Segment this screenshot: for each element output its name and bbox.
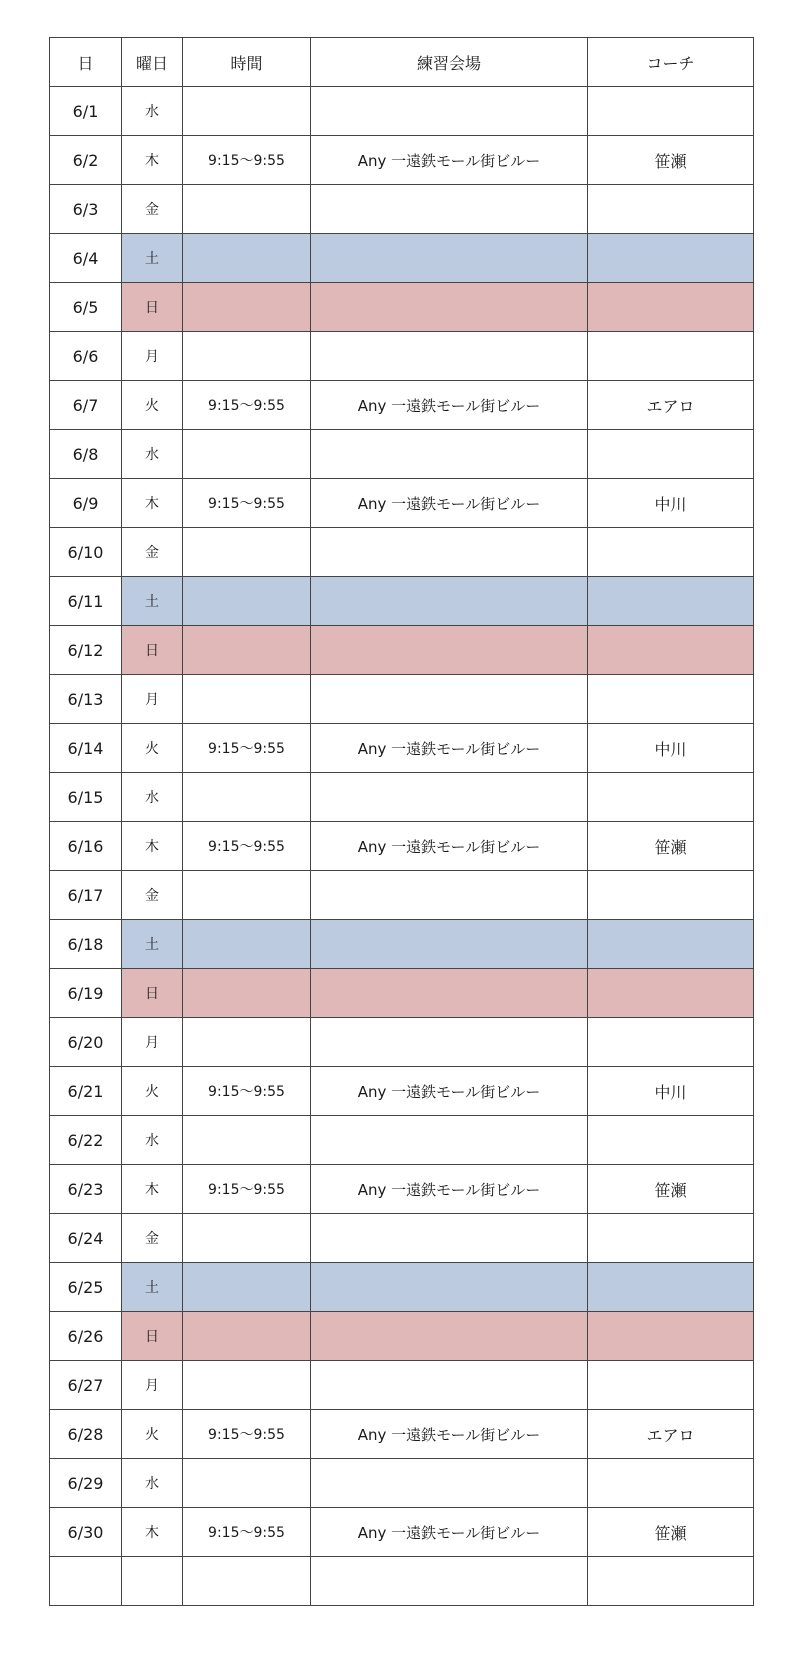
weekday-cell: 火: [122, 381, 183, 430]
coach-cell: [588, 871, 754, 920]
coach-cell: [588, 185, 754, 234]
date-cell: 6/1: [50, 87, 122, 136]
date-cell: 6/26: [50, 1312, 122, 1361]
table-row: [50, 283, 754, 332]
time-cell: 9:15〜9:55: [183, 822, 311, 871]
table-row: [50, 724, 754, 773]
table-row: [50, 871, 754, 920]
date-cell: 6/19: [50, 969, 122, 1018]
time-cell: [183, 185, 311, 234]
date-cell: 6/30: [50, 1508, 122, 1557]
time-cell: [183, 1361, 311, 1410]
date-cell: 6/17: [50, 871, 122, 920]
table-row: [50, 1214, 754, 1263]
venue-cell: [311, 1361, 588, 1410]
weekday-cell: 金: [122, 528, 183, 577]
venue-cell: [311, 1312, 588, 1361]
venue-cell: Any 一遠鉄モール街ビルー: [311, 1410, 588, 1459]
table-row: [50, 528, 754, 577]
table-row: [50, 626, 754, 675]
table-row: [50, 675, 754, 724]
weekday-cell: 金: [122, 871, 183, 920]
venue-cell: [311, 1214, 588, 1263]
weekday-cell: 日: [122, 1312, 183, 1361]
coach-cell: エアロ: [588, 1410, 754, 1459]
table-row: [50, 773, 754, 822]
date-cell: 6/3: [50, 185, 122, 234]
coach-cell: 中川: [588, 724, 754, 773]
venue-cell: Any 一遠鉄モール街ビルー: [311, 1165, 588, 1214]
date-cell: 6/9: [50, 479, 122, 528]
coach-cell: [588, 1214, 754, 1263]
coach-cell: [588, 1263, 754, 1312]
table-row: [50, 969, 754, 1018]
header-coach: コーチ: [588, 38, 754, 87]
date-cell: 6/2: [50, 136, 122, 185]
time-cell: [183, 871, 311, 920]
table-row: [50, 1508, 754, 1557]
coach-cell: [588, 773, 754, 822]
coach-cell: [588, 1557, 754, 1606]
table-row: [50, 1067, 754, 1116]
venue-cell: [311, 1263, 588, 1312]
coach-cell: [588, 920, 754, 969]
time-cell: [183, 920, 311, 969]
coach-cell: 中川: [588, 1067, 754, 1116]
venue-cell: [311, 528, 588, 577]
weekday-cell: 金: [122, 185, 183, 234]
venue-cell: Any 一遠鉄モール街ビルー: [311, 381, 588, 430]
weekday-cell: 月: [122, 332, 183, 381]
date-cell: 6/8: [50, 430, 122, 479]
coach-cell: [588, 1459, 754, 1508]
date-cell: 6/4: [50, 234, 122, 283]
date-cell: 6/14: [50, 724, 122, 773]
weekday-cell: 火: [122, 724, 183, 773]
date-cell: 6/6: [50, 332, 122, 381]
venue-cell: [311, 87, 588, 136]
time-cell: 9:15〜9:55: [183, 1410, 311, 1459]
time-cell: 9:15〜9:55: [183, 479, 311, 528]
date-cell: 6/20: [50, 1018, 122, 1067]
practice-schedule-table: [49, 37, 754, 1606]
time-cell: [183, 332, 311, 381]
table-row: [50, 185, 754, 234]
date-cell: 6/5: [50, 283, 122, 332]
date-cell: 6/23: [50, 1165, 122, 1214]
time-cell: [183, 773, 311, 822]
date-cell: 6/11: [50, 577, 122, 626]
table-row: [50, 430, 754, 479]
time-cell: [183, 528, 311, 577]
weekday-cell: 土: [122, 234, 183, 283]
table-row: [50, 381, 754, 430]
weekday-cell: 月: [122, 1361, 183, 1410]
time-cell: 9:15〜9:55: [183, 136, 311, 185]
date-cell: 6/29: [50, 1459, 122, 1508]
coach-cell: [588, 626, 754, 675]
weekday-cell: 水: [122, 87, 183, 136]
coach-cell: [588, 283, 754, 332]
time-cell: [183, 87, 311, 136]
header-venue: 練習会場: [311, 38, 588, 87]
weekday-cell: 日: [122, 969, 183, 1018]
venue-cell: [311, 234, 588, 283]
table-row: [50, 1116, 754, 1165]
venue-cell: [311, 1459, 588, 1508]
time-cell: 9:15〜9:55: [183, 1508, 311, 1557]
weekday-cell: 木: [122, 136, 183, 185]
coach-cell: 笹瀬: [588, 1165, 754, 1214]
time-cell: 9:15〜9:55: [183, 1067, 311, 1116]
venue-cell: Any 一遠鉄モール街ビルー: [311, 479, 588, 528]
coach-cell: [588, 1361, 754, 1410]
date-cell: 6/27: [50, 1361, 122, 1410]
venue-cell: [311, 283, 588, 332]
weekday-cell: 水: [122, 1459, 183, 1508]
coach-cell: [588, 1018, 754, 1067]
venue-cell: [311, 626, 588, 675]
table-row: [50, 1018, 754, 1067]
time-cell: [183, 1459, 311, 1508]
header-weekday: 曜日: [122, 38, 183, 87]
time-cell: 9:15〜9:55: [183, 381, 311, 430]
coach-cell: 中川: [588, 479, 754, 528]
weekday-cell: 火: [122, 1410, 183, 1459]
weekday-cell: 水: [122, 773, 183, 822]
table-row: [50, 577, 754, 626]
time-cell: [183, 1116, 311, 1165]
weekday-cell: 金: [122, 1214, 183, 1263]
date-cell: [50, 1557, 122, 1606]
table-row: [50, 136, 754, 185]
time-cell: 9:15〜9:55: [183, 724, 311, 773]
time-cell: [183, 1312, 311, 1361]
weekday-cell: 土: [122, 577, 183, 626]
weekday-cell: 火: [122, 1067, 183, 1116]
time-cell: [183, 234, 311, 283]
coach-cell: [588, 430, 754, 479]
venue-cell: [311, 1116, 588, 1165]
time-cell: [183, 577, 311, 626]
header-row: [50, 38, 754, 87]
time-cell: [183, 626, 311, 675]
table-row: [50, 822, 754, 871]
venue-cell: Any 一遠鉄モール街ビルー: [311, 1508, 588, 1557]
time-cell: [183, 1263, 311, 1312]
date-cell: 6/10: [50, 528, 122, 577]
time-cell: [183, 430, 311, 479]
date-cell: 6/13: [50, 675, 122, 724]
venue-cell: Any 一遠鉄モール街ビルー: [311, 724, 588, 773]
time-cell: [183, 1557, 311, 1606]
weekday-cell: 水: [122, 1116, 183, 1165]
venue-cell: [311, 332, 588, 381]
date-cell: 6/22: [50, 1116, 122, 1165]
weekday-cell: 土: [122, 1263, 183, 1312]
table-row: [50, 234, 754, 283]
table-row: [50, 332, 754, 381]
weekday-cell: 木: [122, 1165, 183, 1214]
weekday-cell: 日: [122, 626, 183, 675]
venue-cell: [311, 773, 588, 822]
table-row: [50, 479, 754, 528]
date-cell: 6/18: [50, 920, 122, 969]
date-cell: 6/12: [50, 626, 122, 675]
weekday-cell: 木: [122, 1508, 183, 1557]
table-row: [50, 1410, 754, 1459]
date-cell: 6/25: [50, 1263, 122, 1312]
venue-cell: [311, 675, 588, 724]
coach-cell: [588, 577, 754, 626]
table-row: [50, 1165, 754, 1214]
venue-cell: Any 一遠鉄モール街ビルー: [311, 822, 588, 871]
date-cell: 6/21: [50, 1067, 122, 1116]
weekday-cell: 水: [122, 430, 183, 479]
table-row: [50, 1263, 754, 1312]
weekday-cell: 月: [122, 675, 183, 724]
table-row: [50, 920, 754, 969]
time-cell: [183, 283, 311, 332]
weekday-cell: 土: [122, 920, 183, 969]
coach-cell: [588, 87, 754, 136]
coach-cell: 笹瀬: [588, 136, 754, 185]
time-cell: [183, 675, 311, 724]
coach-cell: [588, 1116, 754, 1165]
coach-cell: エアロ: [588, 381, 754, 430]
weekday-cell: 木: [122, 479, 183, 528]
header-time: 時間: [183, 38, 311, 87]
venue-cell: Any 一遠鉄モール街ビルー: [311, 1067, 588, 1116]
venue-cell: [311, 577, 588, 626]
venue-cell: [311, 871, 588, 920]
table-row: [50, 1557, 754, 1606]
table-row: [50, 1459, 754, 1508]
coach-cell: [588, 528, 754, 577]
time-cell: 9:15〜9:55: [183, 1165, 311, 1214]
weekday-cell: 日: [122, 283, 183, 332]
date-cell: 6/28: [50, 1410, 122, 1459]
time-cell: [183, 1018, 311, 1067]
table-row: [50, 87, 754, 136]
schedule-body: [50, 87, 754, 1606]
venue-cell: [311, 920, 588, 969]
table-row: [50, 1312, 754, 1361]
coach-cell: [588, 675, 754, 724]
date-cell: 6/16: [50, 822, 122, 871]
coach-cell: [588, 234, 754, 283]
weekday-cell: 木: [122, 822, 183, 871]
header-date: 日: [50, 38, 122, 87]
venue-cell: [311, 430, 588, 479]
table-row: [50, 1361, 754, 1410]
weekday-cell: [122, 1557, 183, 1606]
venue-cell: [311, 969, 588, 1018]
date-cell: 6/15: [50, 773, 122, 822]
time-cell: [183, 969, 311, 1018]
coach-cell: 笹瀬: [588, 822, 754, 871]
coach-cell: [588, 969, 754, 1018]
coach-cell: [588, 1312, 754, 1361]
coach-cell: [588, 332, 754, 381]
date-cell: 6/7: [50, 381, 122, 430]
venue-cell: [311, 1018, 588, 1067]
venue-cell: [311, 185, 588, 234]
venue-cell: [311, 1557, 588, 1606]
time-cell: [183, 1214, 311, 1263]
coach-cell: 笹瀬: [588, 1508, 754, 1557]
date-cell: 6/24: [50, 1214, 122, 1263]
weekday-cell: 月: [122, 1018, 183, 1067]
venue-cell: Any 一遠鉄モール街ビルー: [311, 136, 588, 185]
